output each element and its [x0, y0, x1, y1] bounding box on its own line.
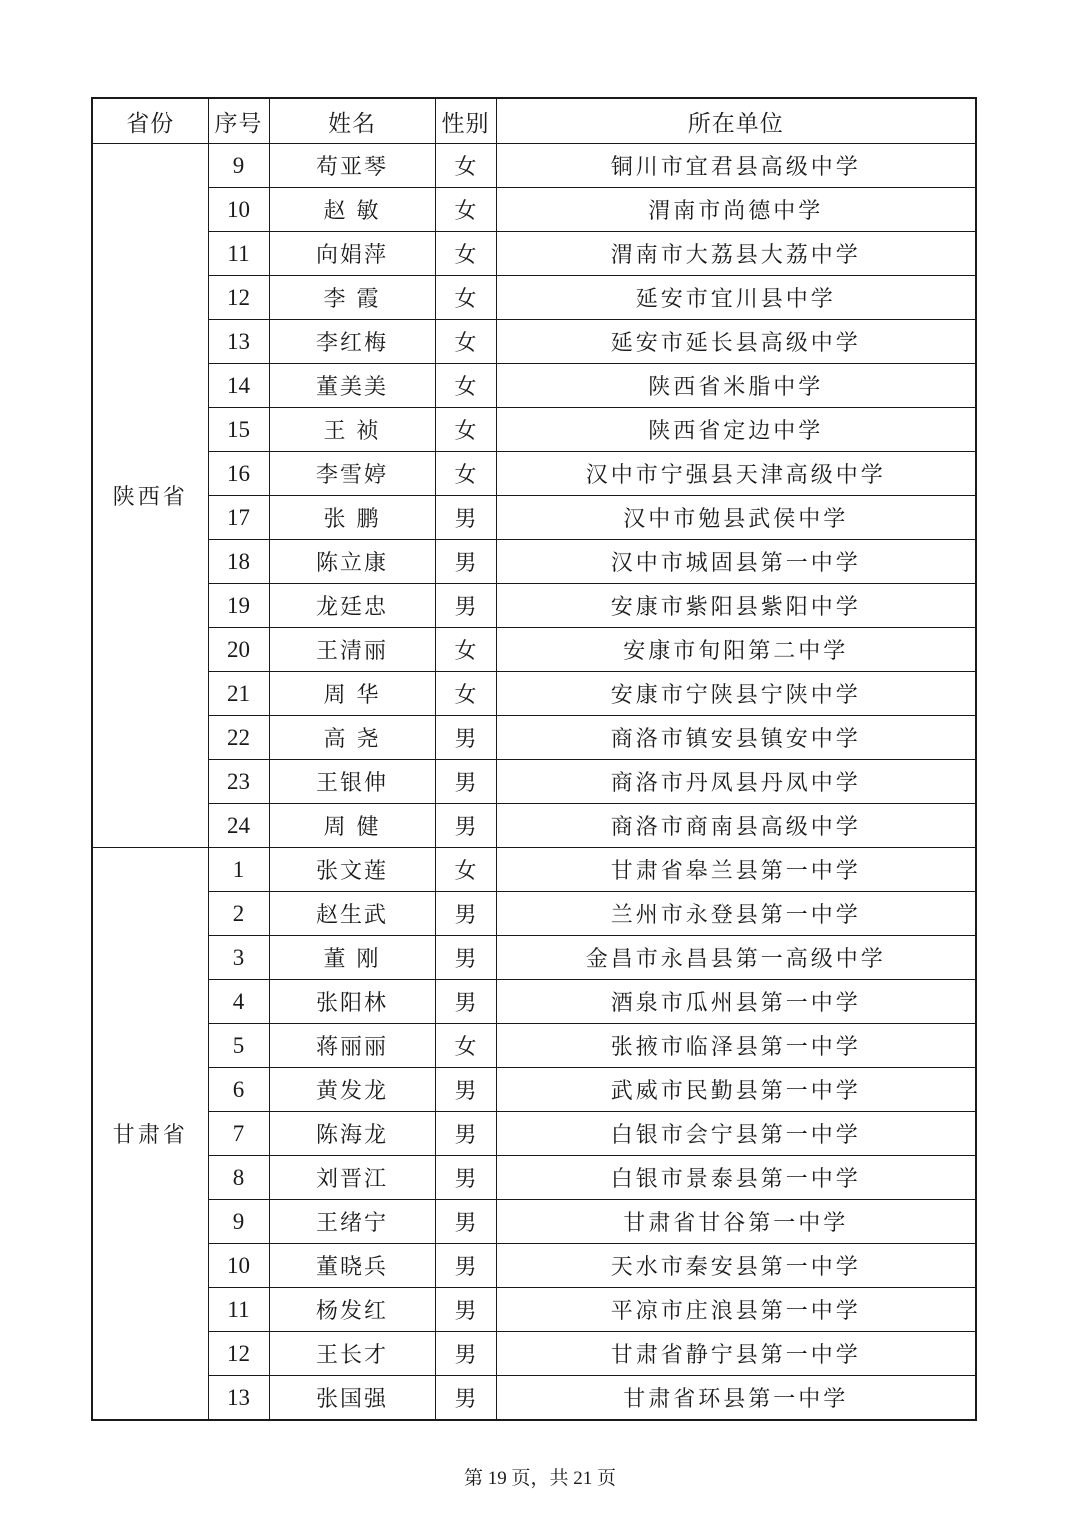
- name-cell: 张文莲: [269, 848, 435, 892]
- unit-cell: 延安市延长县高级中学: [496, 320, 976, 364]
- name-cell: 苟亚琴: [269, 144, 435, 188]
- number-cell: 16: [208, 452, 269, 496]
- table-row: [92, 232, 976, 276]
- unit-cell: 陕西省定边中学: [496, 408, 976, 452]
- name-cell: 李红梅: [269, 320, 435, 364]
- gender-cell: 女: [435, 276, 496, 320]
- gender-cell: 男: [435, 1244, 496, 1288]
- gender-cell: 男: [435, 1200, 496, 1244]
- name-cell: 董美美: [269, 364, 435, 408]
- number-cell: 24: [208, 804, 269, 848]
- unit-cell: 商洛市丹凤县丹凤中学: [496, 760, 976, 804]
- number-cell: 11: [208, 1288, 269, 1332]
- table-row: [92, 628, 976, 672]
- number-cell: 2: [208, 892, 269, 936]
- gender-cell: 女: [435, 672, 496, 716]
- gender-cell: 男: [435, 1068, 496, 1112]
- number-cell: 3: [208, 936, 269, 980]
- gender-cell: 男: [435, 892, 496, 936]
- name-cell: 王清丽: [269, 628, 435, 672]
- name-cell: 刘晋江: [269, 1156, 435, 1200]
- header-row: [92, 98, 976, 144]
- gender-cell: 男: [435, 1376, 496, 1421]
- number-cell: 4: [208, 980, 269, 1024]
- table-row: [92, 584, 976, 628]
- unit-cell: 金昌市永昌县第一高级中学: [496, 936, 976, 980]
- table-row: [92, 276, 976, 320]
- table-row: [92, 760, 976, 804]
- number-cell: 10: [208, 1244, 269, 1288]
- gender-cell: 男: [435, 936, 496, 980]
- unit-cell: 白银市会宁县第一中学: [496, 1112, 976, 1156]
- number-cell: 5: [208, 1024, 269, 1068]
- number-cell: 11: [208, 232, 269, 276]
- gender-cell: 女: [435, 232, 496, 276]
- unit-cell: 渭南市尚德中学: [496, 188, 976, 232]
- number-cell: 9: [208, 144, 269, 188]
- number-cell: 12: [208, 276, 269, 320]
- name-cell: 杨发红: [269, 1288, 435, 1332]
- table-row: [92, 1024, 976, 1068]
- gender-cell: 女: [435, 848, 496, 892]
- name-cell: 蒋丽丽: [269, 1024, 435, 1068]
- gender-cell: 女: [435, 408, 496, 452]
- unit-cell: 张掖市临泽县第一中学: [496, 1024, 976, 1068]
- gender-cell: 男: [435, 1112, 496, 1156]
- gender-cell: 男: [435, 496, 496, 540]
- name-cell: 王银伸: [269, 760, 435, 804]
- gender-cell: 女: [435, 320, 496, 364]
- name-cell: 周 华: [269, 672, 435, 716]
- table-row: [92, 1112, 976, 1156]
- gender-cell: 男: [435, 980, 496, 1024]
- number-cell: 15: [208, 408, 269, 452]
- gender-cell: 男: [435, 584, 496, 628]
- table-row: [92, 1068, 976, 1112]
- table-row: [92, 672, 976, 716]
- table-row: [92, 804, 976, 848]
- number-cell: 23: [208, 760, 269, 804]
- table-row: [92, 144, 976, 188]
- unit-cell: 白银市景泰县第一中学: [496, 1156, 976, 1200]
- table-row: [92, 364, 976, 408]
- unit-cell: 甘肃省环县第一中学: [496, 1376, 976, 1421]
- gender-cell: 男: [435, 716, 496, 760]
- number-cell: 1: [208, 848, 269, 892]
- name-cell: 周 健: [269, 804, 435, 848]
- province-cell: 陕西省: [92, 144, 208, 848]
- table-header: [92, 98, 976, 144]
- unit-cell: 商洛市镇安县镇安中学: [496, 716, 976, 760]
- table-row: [92, 848, 976, 892]
- unit-cell: 汉中市城固县第一中学: [496, 540, 976, 584]
- number-cell: 21: [208, 672, 269, 716]
- name-cell: 赵 敏: [269, 188, 435, 232]
- number-cell: 12: [208, 1332, 269, 1376]
- unit-cell: 安康市旬阳第二中学: [496, 628, 976, 672]
- name-cell: 张国强: [269, 1376, 435, 1421]
- unit-cell: 商洛市商南县高级中学: [496, 804, 976, 848]
- header-gender: 性别: [435, 98, 496, 144]
- unit-cell: 安康市宁陕县宁陕中学: [496, 672, 976, 716]
- unit-cell: 甘肃省静宁县第一中学: [496, 1332, 976, 1376]
- name-cell: 陈海龙: [269, 1112, 435, 1156]
- number-cell: 17: [208, 496, 269, 540]
- roster-table: [91, 97, 977, 1421]
- name-cell: 向娟萍: [269, 232, 435, 276]
- gender-cell: 女: [435, 364, 496, 408]
- number-cell: 7: [208, 1112, 269, 1156]
- unit-cell: 酒泉市瓜州县第一中学: [496, 980, 976, 1024]
- unit-cell: 安康市紫阳县紫阳中学: [496, 584, 976, 628]
- table-row: [92, 1156, 976, 1200]
- table-row: [92, 1288, 976, 1332]
- number-cell: 6: [208, 1068, 269, 1112]
- number-cell: 10: [208, 188, 269, 232]
- name-cell: 王长才: [269, 1332, 435, 1376]
- number-cell: 20: [208, 628, 269, 672]
- table-row: [92, 452, 976, 496]
- gender-cell: 女: [435, 452, 496, 496]
- unit-cell: 延安市宜川县中学: [496, 276, 976, 320]
- table-row: [92, 188, 976, 232]
- name-cell: 张 鹏: [269, 496, 435, 540]
- table-row: [92, 320, 976, 364]
- unit-cell: 陕西省米脂中学: [496, 364, 976, 408]
- unit-cell: 天水市秦安县第一中学: [496, 1244, 976, 1288]
- table-row: [92, 936, 976, 980]
- name-cell: 赵生武: [269, 892, 435, 936]
- number-cell: 19: [208, 584, 269, 628]
- gender-cell: 男: [435, 1288, 496, 1332]
- name-cell: 陈立康: [269, 540, 435, 584]
- header-number: 序号: [208, 98, 269, 144]
- name-cell: 李雪婷: [269, 452, 435, 496]
- name-cell: 王 祯: [269, 408, 435, 452]
- name-cell: 张阳林: [269, 980, 435, 1024]
- number-cell: 8: [208, 1156, 269, 1200]
- name-cell: 李 霞: [269, 276, 435, 320]
- number-cell: 22: [208, 716, 269, 760]
- table-row: [92, 716, 976, 760]
- unit-cell: 兰州市永登县第一中学: [496, 892, 976, 936]
- gender-cell: 男: [435, 760, 496, 804]
- number-cell: 18: [208, 540, 269, 584]
- name-cell: 高 尧: [269, 716, 435, 760]
- gender-cell: 女: [435, 1024, 496, 1068]
- province-cell: 甘肃省: [92, 848, 208, 1421]
- gender-cell: 女: [435, 188, 496, 232]
- number-cell: 13: [208, 320, 269, 364]
- header-province: 省份: [92, 98, 208, 144]
- table-row: [92, 1332, 976, 1376]
- table-row: [92, 408, 976, 452]
- name-cell: 董晓兵: [269, 1244, 435, 1288]
- unit-cell: 汉中市宁强县天津高级中学: [496, 452, 976, 496]
- gender-cell: 男: [435, 804, 496, 848]
- gender-cell: 女: [435, 144, 496, 188]
- number-cell: 9: [208, 1200, 269, 1244]
- table-row: [92, 1376, 976, 1421]
- table-body: [92, 144, 976, 1421]
- gender-cell: 女: [435, 628, 496, 672]
- unit-cell: 甘肃省甘谷第一中学: [496, 1200, 976, 1244]
- table-row: [92, 1200, 976, 1244]
- table-row: [92, 540, 976, 584]
- number-cell: 13: [208, 1376, 269, 1421]
- gender-cell: 男: [435, 1156, 496, 1200]
- name-cell: 龙廷忠: [269, 584, 435, 628]
- table-row: [92, 892, 976, 936]
- unit-cell: 渭南市大荔县大荔中学: [496, 232, 976, 276]
- unit-cell: 平凉市庄浪县第一中学: [496, 1288, 976, 1332]
- unit-cell: 铜川市宜君县高级中学: [496, 144, 976, 188]
- number-cell: 14: [208, 364, 269, 408]
- name-cell: 王绪宁: [269, 1200, 435, 1244]
- unit-cell: 甘肃省皋兰县第一中学: [496, 848, 976, 892]
- table-row: [92, 496, 976, 540]
- header-name: 姓名: [269, 98, 435, 144]
- name-cell: 董 刚: [269, 936, 435, 980]
- header-unit: 所在单位: [496, 98, 976, 144]
- gender-cell: 男: [435, 1332, 496, 1376]
- name-cell: 黄发龙: [269, 1068, 435, 1112]
- unit-cell: 汉中市勉县武侯中学: [496, 496, 976, 540]
- table-row: [92, 980, 976, 1024]
- unit-cell: 武威市民勤县第一中学: [496, 1068, 976, 1112]
- table-row: [92, 1244, 976, 1288]
- page-number: 第 19 页，共 21 页: [463, 1468, 616, 1489]
- gender-cell: 男: [435, 540, 496, 584]
